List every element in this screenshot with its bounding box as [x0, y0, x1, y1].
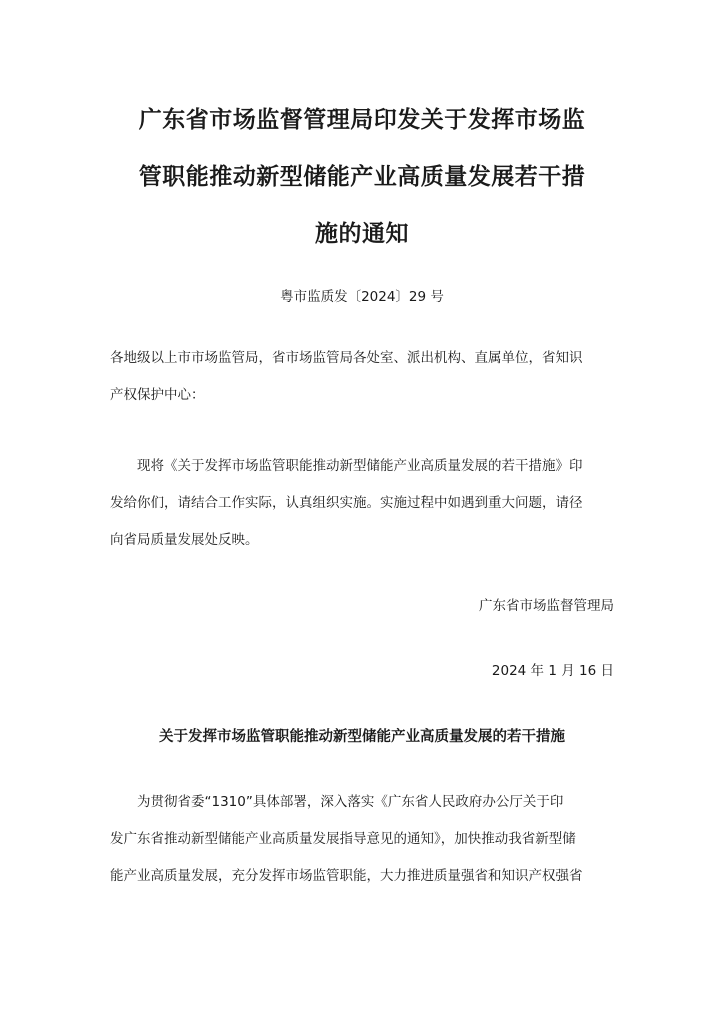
addressee-line: 产权保护中心： — [110, 387, 205, 403]
intro-paragraph — [110, 784, 616, 895]
addressee-line: 各地级以上市市场监管局，省市场监管局各处室、派出机构、直属单位，省知识 — [110, 350, 583, 366]
intro-line: 为贯彻省委“1310”具体部署，深入落实《广东省人民政府办公厅关于印 — [110, 794, 564, 810]
document-title — [100, 92, 624, 263]
body-line: 现将《关于发挥市场监管职能推动新型储能产业高质量发展的若干措施》印 — [110, 458, 583, 474]
body-line: 发给你们，请结合工作实际，认真组织实施。实施过程中如遇到重大问题，请径 — [110, 495, 583, 511]
title-line: 广东省市场监督管理局印发关于发挥市场监 — [138, 107, 586, 133]
title-line: 管职能推动新型储能产业高质量发展若干措 — [138, 164, 586, 190]
issuer-signature: 广东省市场监督管理局 — [479, 598, 614, 614]
issue-date: 2024 年 1 月 16 日 — [491, 663, 614, 679]
body-line: 向省局质量发展处反映。 — [110, 532, 259, 548]
document-number: 粤市监质发〔2024〕29 号 — [280, 289, 444, 305]
intro-line: 能产业高质量发展，充分发挥市场监管职能，大力推进质量强省和知识产权强省 — [110, 868, 583, 884]
body-paragraph — [110, 448, 616, 559]
intro-line: 发广东省推动新型储能产业高质量发展指导意见的通知》，加快推动我省新型储 — [110, 831, 576, 847]
measures-title: 关于发挥市场监管职能推动新型储能产业高质量发展的若干措施 — [159, 729, 565, 745]
addressee-paragraph — [110, 340, 616, 414]
title-line: 施的通知 — [315, 221, 409, 247]
